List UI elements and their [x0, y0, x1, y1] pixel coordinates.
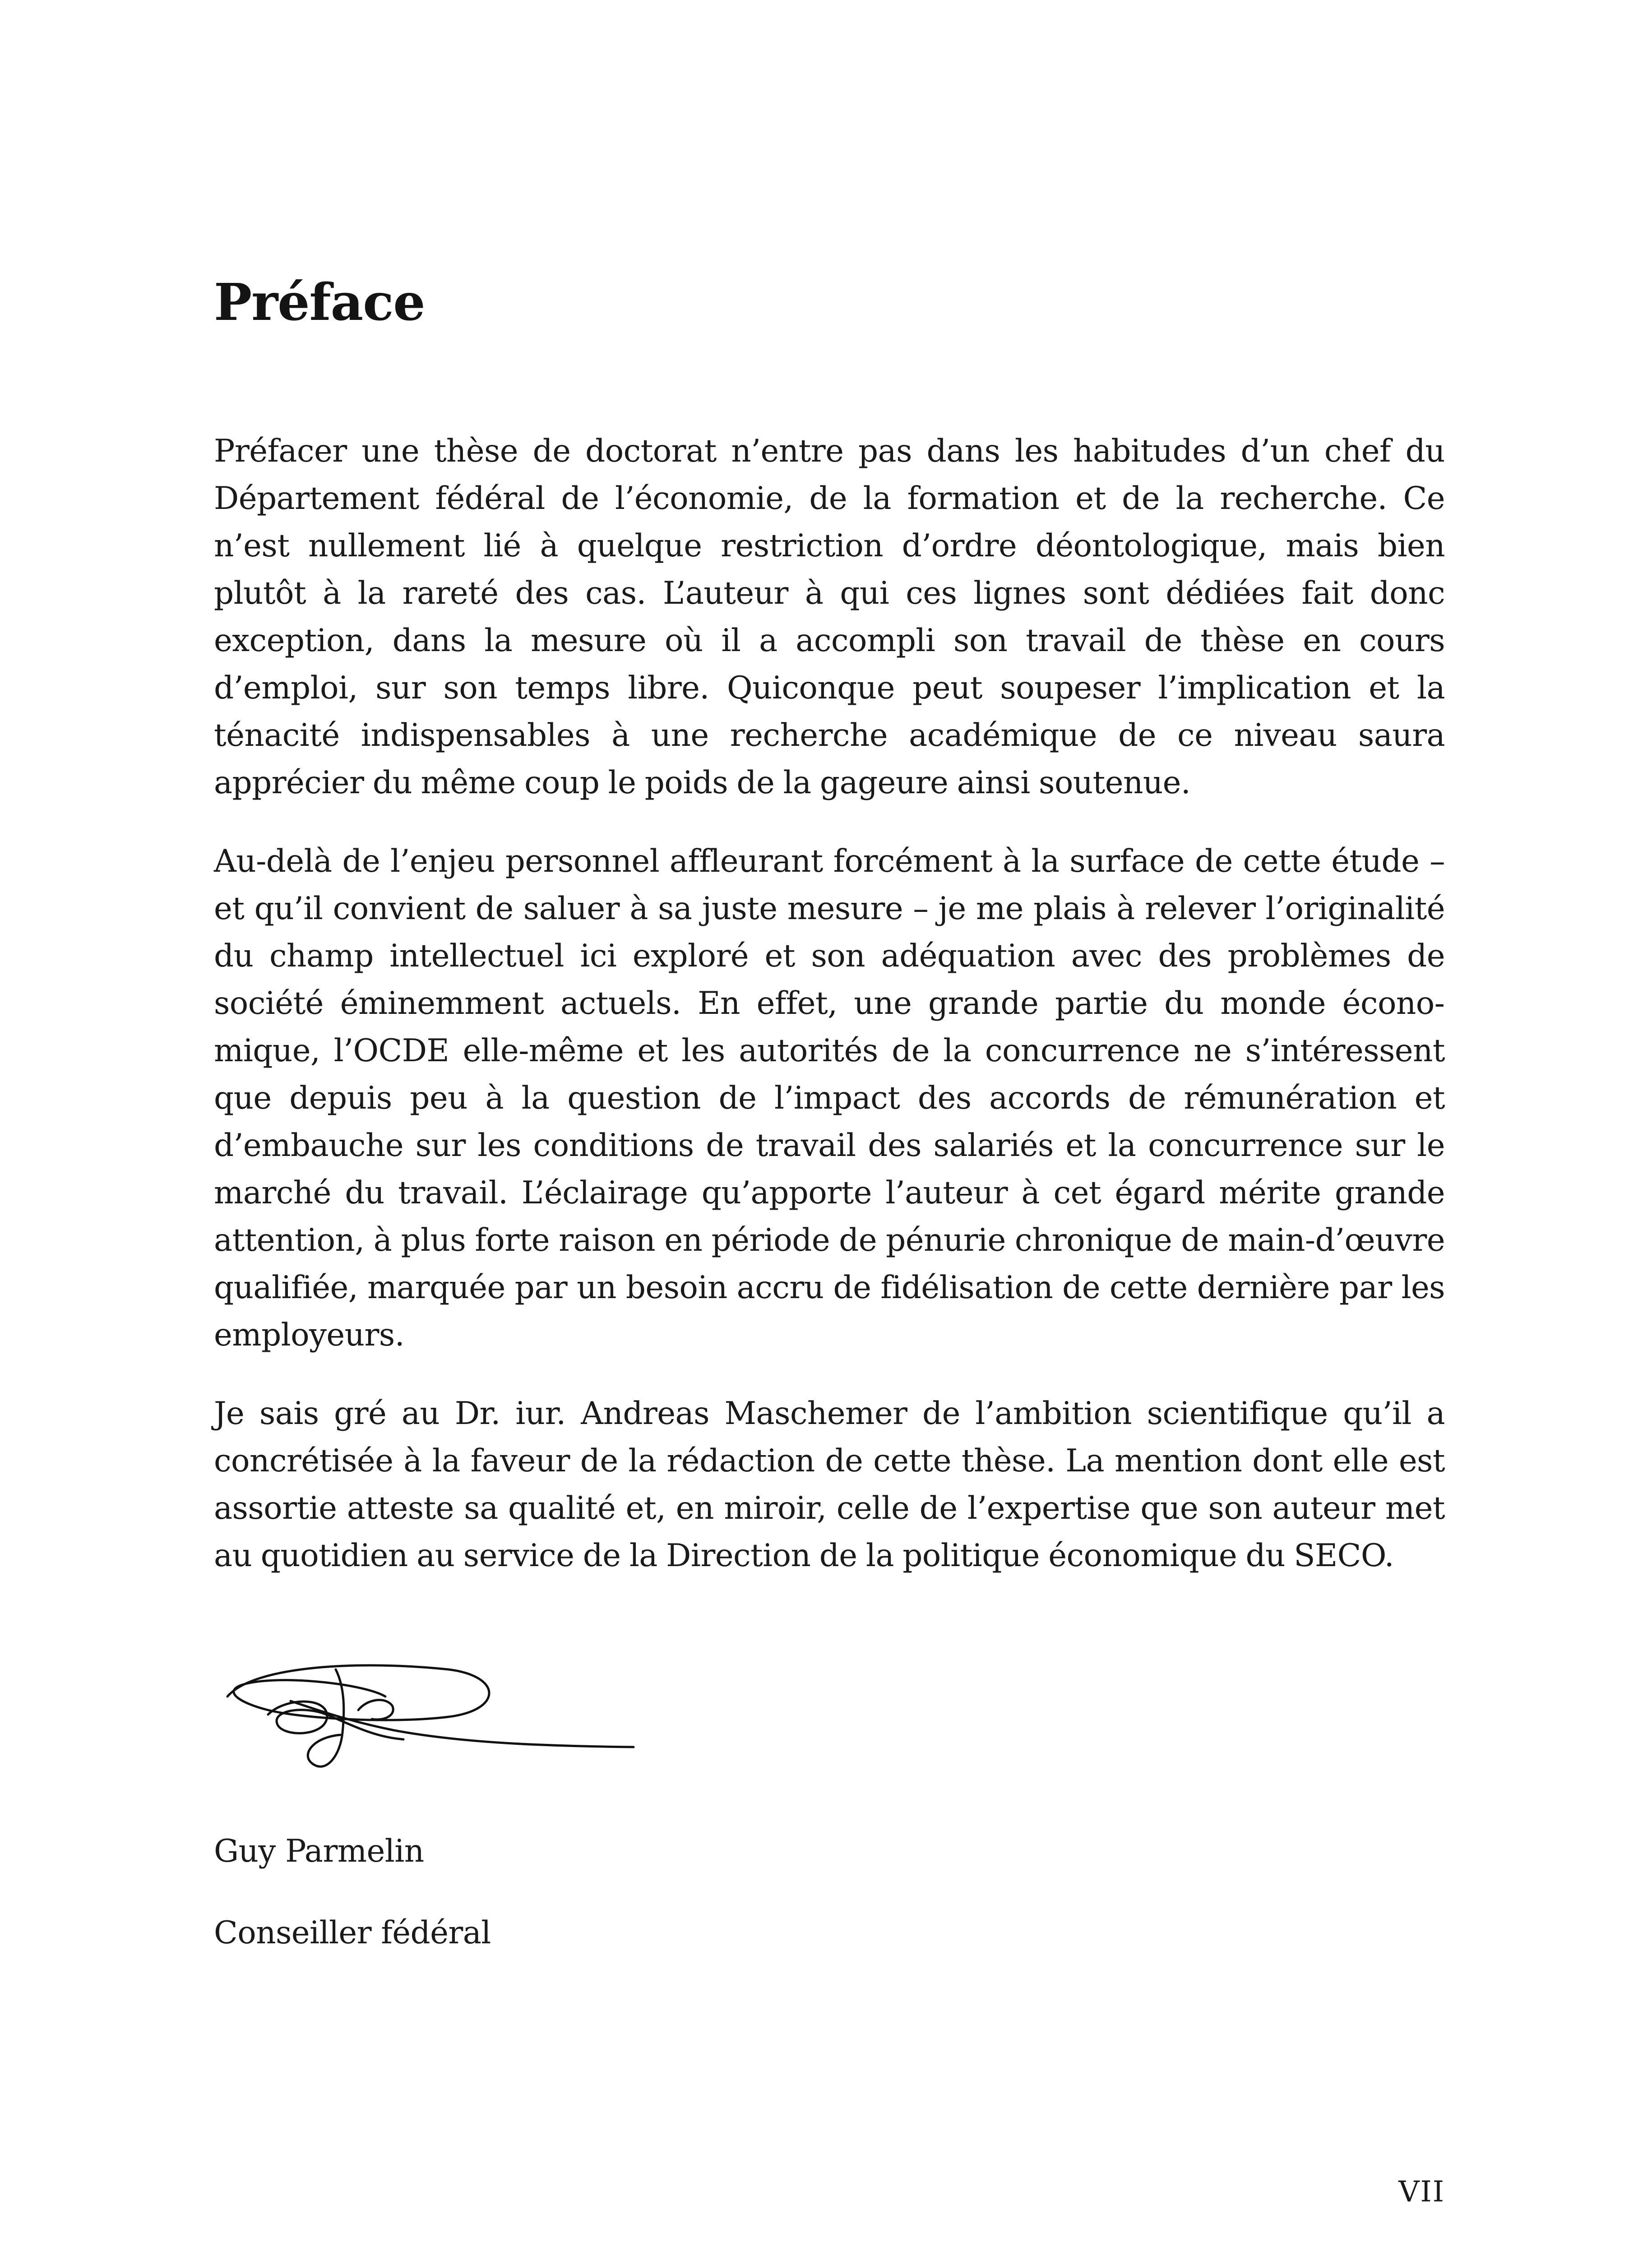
- signature-hook: [358, 1700, 393, 1720]
- signature-outer-loop: [227, 1665, 489, 1720]
- page-number: VII: [1398, 2175, 1445, 2209]
- paragraph-3: Je sais gré au Dr. iur. Andreas Maschemer de l’ambition scientifique qu’il a concrétisée à la faveur de la rédaction de cette thèse. La mention dont elle est assortie atteste sa qualité et, en miroir, celle de l’expertise que son auteur met au quotidien au service de la Direction de la politique économique du SECO.: [214, 1396, 1445, 1574]
- page-title: Préface: [214, 273, 425, 332]
- signatory-role: Conseiller fédéral: [214, 1915, 491, 1951]
- paragraph-2: Au-delà de l’enjeu personnel affleurant forcément à la surface de cette étude – et qu’il convient de saluer à sa juste mesure – je me plais à relever l’originalité du champ intellectuel ici exploré et son adéquation avec des problèmes de société éminemment actuels. En effet, une grande partie du monde économique, l’OCDE elle-même et les autorités de la concurrence ne s’intéressent que depuis peu à la question de l’impact des accords de rémunération et d’embauche sur les conditions de travail des salariés et la concurrence sur le marché du travail. L’éclairage qu’apporte l’auteur à cet égard mérite grande attention, à plus forte raison en période de pénurie chronique de main-d’œuvre qualifiée, marquée par un besoin accru de fidélisation de cette dernière par les employeurs.: [214, 843, 1445, 1353]
- paragraph-1: Préfacer une thèse de doctorat n’entre pas dans les habitudes d’un chef du Département fédéral de l’économie, de la formation et de la recherche. Ce n’est nullement lié à quelque restriction d’ordre déontologique, mais bien plutôt à la rareté des cas. L’auteur à qui ces lignes sont dédiées fait donc exception, dans la mesure où il a accompli son travail de thèse en cours d’emploi, sur son temps libre. Quiconque peut soupeser l’implication et la ténacité indispensables à une recherche académique de ce niveau saura apprécier du même coup le poids de la gageure ainsi soutenue.: [214, 433, 1445, 801]
- preface-body: [214, 428, 1445, 1611]
- handwritten-signature: [214, 1642, 638, 1791]
- signatory-name: Guy Parmelin: [214, 1833, 424, 1869]
